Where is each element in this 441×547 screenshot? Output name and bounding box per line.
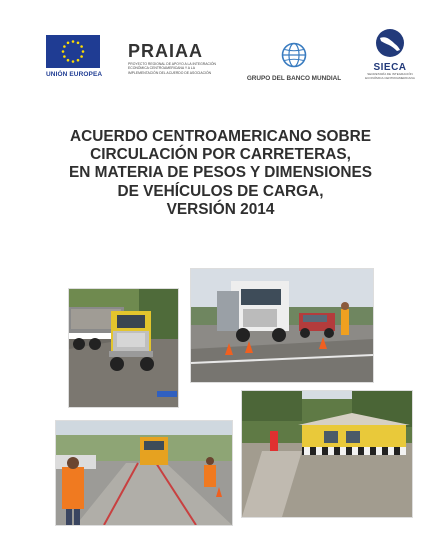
praiaa-description: PROYECTO REGIONAL DE APOYO A LA INTEGRACIÓN ECONÓMICA CENTROAMERICANA Y A LA IMPLEMENTACIÓN DEL ACUERDO DE ASOCIACIÓN bbox=[128, 62, 216, 75]
document-title bbox=[20, 128, 421, 219]
title-line-5: VERSIÓN 2014 bbox=[166, 200, 275, 218]
sieca-description-line: ECONÓMICA CENTROAMERICANA bbox=[365, 75, 415, 80]
sieca-map-icon bbox=[373, 28, 407, 58]
title-line-1: ACUERDO CENTROAMERICANO SOBRE bbox=[70, 128, 371, 145]
world-bank-label: GRUPO DEL BANCO MUNDIAL bbox=[246, 75, 342, 82]
photo-weigh-platform bbox=[55, 420, 233, 526]
eu-logo bbox=[46, 35, 103, 79]
photo-white-truck bbox=[190, 268, 374, 383]
title-line-2: CIRCULACIÓN POR CARRETERAS, bbox=[90, 146, 351, 164]
photo-inspection-building bbox=[241, 390, 413, 518]
praiaa-name: PRAIAA bbox=[128, 41, 204, 61]
world-bank-logo bbox=[238, 42, 350, 82]
eu-label: UNIÓN EUROPEA bbox=[46, 71, 103, 78]
title-line-4: DE VEHÍCULOS DE CARGA, bbox=[117, 182, 324, 200]
photo-yellow-truck bbox=[68, 288, 179, 408]
praiaa-logo bbox=[128, 42, 214, 75]
world-bank-globe-icon bbox=[281, 42, 307, 68]
eu-flag-icon bbox=[46, 35, 100, 68]
sieca-logo bbox=[364, 28, 416, 80]
sieca-description-line: SECRETARÍA DE INTEGRACIÓN bbox=[367, 72, 413, 76]
title-line-3: EN MATERIA DE PESOS Y DIMENSIONES bbox=[68, 164, 373, 182]
sieca-description bbox=[364, 73, 416, 80]
sieca-label: SIECA bbox=[373, 62, 407, 73]
